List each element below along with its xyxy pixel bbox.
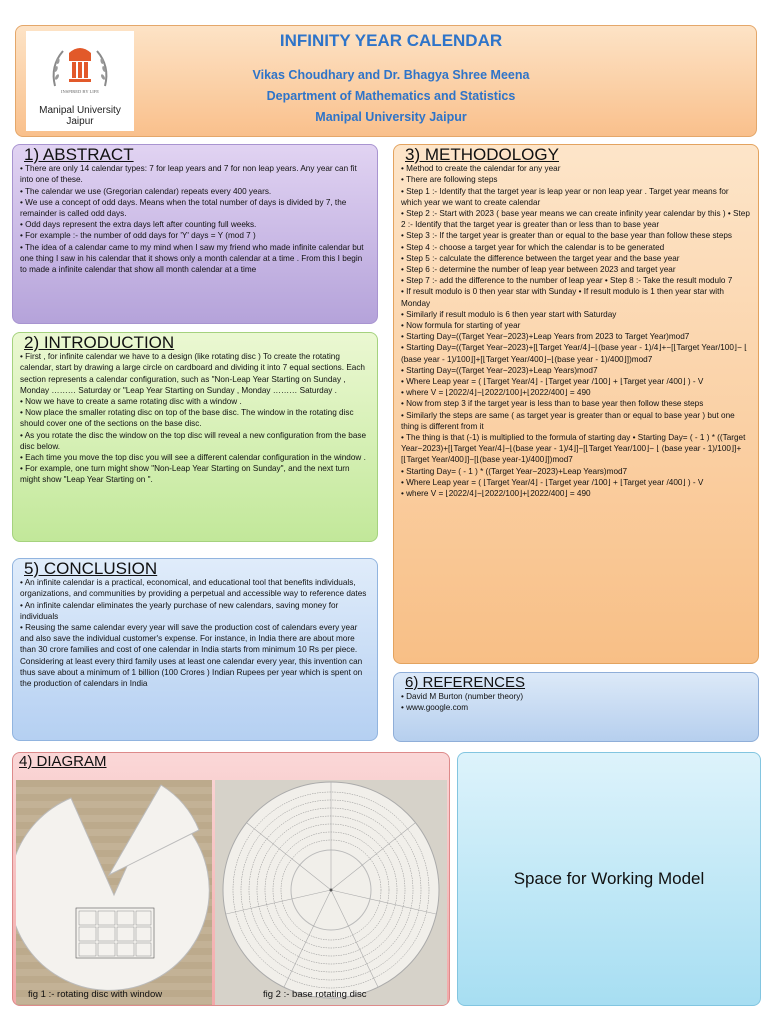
diagram-heading: 4) DIAGRAM — [19, 753, 107, 770]
methodology-line: • where V = ⌊2022/4⌋−⌊2022/100⌋+⌊2022/400⌋ = 490 — [401, 388, 591, 398]
methodology-line: • The thing is that (-1) is multiplied to the formula of starting day • Starting Day= ( - 1 ) * ((Target Year−2023)+[⌊Target Year/4⌋−⌊(base year - 1)/4⌋]−[⌊Target Year/100⌋− ⌊ (base year - 1)/100⌋]+[⌊Target Year/400⌋]−[⌊(base year-1)/400⌋])mod7 — [401, 433, 746, 465]
references-heading: 6) REFERENCES — [405, 674, 526, 691]
conclusion-panel — [12, 558, 378, 741]
base-disc-photo-icon — [215, 780, 447, 1005]
abstract-line: • The idea of a calendar came to my mind when I saw my friend who made infinite calendar but one thing I saw in his calendar that it shows only a month calendar at a time . From this I begin to made a infinite calendar that show all month calendar at a time — [20, 242, 364, 275]
references-panel — [393, 672, 759, 742]
conclusion-line: • An infinite calendar is a practical, economical, and educational tool that benefits individuals, organizations, and communities by providing a perpetual and accessible way to reference dates — [20, 578, 367, 599]
methodology-line: • Starting Day=((Target Year−2023)+[⌊Target Year/4⌋−⌊(base year - 1)/4⌋+−[⌊Target Year/100⌋− ⌊ (base year - 1)/100⌋]+[⌊Target Year/400⌋−⌊(base year - 1)/400⌋])mod7 — [401, 343, 748, 364]
abstract-panel — [12, 144, 378, 324]
methodology-line: • Similarly the steps are same ( as target year is greater than or equal to base year ) but one thing is different from it — [401, 410, 735, 431]
authors: Vikas Choudhary and Dr. Bhagya Shree Meena — [252, 68, 530, 82]
introduction-panel — [12, 332, 378, 542]
abstract-heading: 1) ABSTRACT — [24, 145, 134, 164]
methodology-heading: 3) METHODOLOGY — [405, 145, 559, 164]
rotating-disc-photo-icon — [16, 780, 212, 1005]
methodology-line: • Step 2 :- Start with 2023 ( base year means we can create infinity year calendar by this ) • Step 2 :- Identify that the target year is greater than or less than to base year — [401, 209, 750, 230]
methodology-line: • There are following steps — [401, 175, 498, 185]
methodology-line: • Method to create the calendar for any year — [401, 164, 561, 174]
reference-item: • David M Burton (number theory) — [401, 692, 524, 702]
introduction-line: • First , for infinite calendar we have to a design (like rotating disc ) To create the rotating calendar, start by drawing a large circle on cardboard and dividing it into 7 equal sections. Each section represents a calendar configuration, such as "Non-Leap Year Starting on Sunday , Monday ……… Saturday or "Leap Year Starting on Sunday , Monday ……… Saturday . — [20, 352, 365, 395]
methodology-line: • Where Leap year = ( ⌊Target Year/4⌋ - ⌊Target year /100⌋ + ⌊Target year /400⌋ ) - V — [401, 477, 704, 487]
introduction-line: • Now place the smaller rotating disc on top of the base disc. The window in the rotating disc should cover one of the sections on the base disc. — [20, 408, 354, 429]
abstract-line: • There are only 14 calendar types: 7 for leap years and 7 for non leap years. Any year can fit into one of these. — [20, 164, 357, 185]
methodology-line: • Similarly if result modulo is 6 then year start with Saturday — [401, 309, 617, 319]
diagram-panel — [12, 752, 450, 1006]
abstract-line: • The calendar we use (Gregorian calendar) repeats every 400 years. — [20, 186, 272, 196]
methodology-line: • Now formula for starting of year — [401, 321, 521, 331]
methodology-line: • Step 1 :- Identify that the target year is leap year or non leap year . Target year means for which year we want to create calendar — [401, 186, 729, 207]
department: Department of Mathematics and Statistics — [266, 89, 516, 103]
university-name: Manipal University Jaipur — [315, 110, 467, 124]
abstract-line: • Odd days represent the extra days left after counting full weeks. — [20, 220, 257, 230]
poster-title: INFINITY YEAR CALENDAR — [279, 31, 503, 50]
methodology-line: • Now from step 3 if the target year is less than to base year then follow these steps — [401, 399, 704, 409]
fig1-caption: fig 1 :- rotating disc with window — [28, 989, 163, 1000]
fig1-rotating-disc — [16, 780, 212, 1005]
logo-name-line2: Jaipur — [66, 116, 94, 127]
poster-header — [15, 25, 757, 137]
svg-text:INSPIRED BY LIFE: INSPIRED BY LIFE — [60, 89, 100, 94]
conclusion-heading: 5) CONCLUSION — [24, 559, 158, 578]
introduction-line: • Now we have to create a same rotating disc with a window . — [20, 397, 242, 407]
methodology-line: • where V = ⌊2022/4⌋−⌊2022/100⌋+⌊2022/400⌋ = 490 — [401, 489, 591, 499]
methodology-line: • Step 6 :- determine the number of leap year between 2023 and target year — [401, 265, 676, 275]
methodology-line: • Step 4 :- choose a target year for which the calendar is to be generated — [401, 242, 665, 252]
reference-item: • www.google.com — [401, 703, 469, 713]
methodology-line: • Starting Day=((Target Year−2023)+Leap Years)mod7 — [401, 365, 598, 375]
methodology-panel — [393, 144, 759, 664]
abstract-line: • We use a concept of odd days. Means when the total number of days is divided by 7, the remainder is called odd days. — [20, 197, 347, 219]
university-logo — [26, 31, 134, 131]
manipal-university-crest-icon — [45, 41, 115, 101]
introduction-line: • As you rotate the disc the window on the top disc will reveal a new configuration from the base disc below. — [20, 430, 367, 451]
methodology-line: • Step 7 :- add the difference to the number of leap year • Step 8 :- Take the result modulo 7 — [401, 276, 733, 286]
methodology-line: • Starting Day= ( - 1 ) * ((Target Year−2023)+Leap Years)mod7 — [401, 466, 628, 476]
working-model-panel — [457, 752, 761, 1006]
methodology-line: • Step 3 :- If the target year is greater than or equal to the base year than follow these steps — [401, 231, 733, 241]
methodology-line: • Where Leap year = ( ⌊Target Year/4⌋ - ⌊Target year /100⌋ + ⌊Target year /400⌋ ) - V — [401, 377, 704, 387]
fig2-caption: fig 2 :- base rotating disc — [263, 989, 367, 1000]
fig2-base-disc — [215, 780, 447, 1005]
introduction-line: • Each time you move the top disc you will see a different calendar configuration in the window . — [20, 453, 366, 463]
conclusion-line: • An infinite calendar eliminates the yearly purchase of new calendars, saving money for individuals — [20, 600, 339, 621]
methodology-line: • Step 5 :- calculate the difference between the target year and the base year — [401, 253, 680, 263]
working-model-label: Space for Working Model — [513, 869, 705, 888]
abstract-line: • For example :- the number of odd days for 'Y' days = Y (mod 7 ) — [20, 231, 256, 241]
methodology-line: • If result modulo is 0 then year star with Sunday • If result modulo is 1 then year star with Monday — [401, 287, 724, 308]
logo-name-line1: Manipal University — [39, 105, 121, 116]
methodology-line: • Starting Day=((Target Year−2023)+Leap Years from 2023 to Target Year)mod7 — [401, 332, 690, 342]
introduction-line: • For example, one turn might show "Non-Leap Year Starting on Sunday", and the next turn might show "Leap Year Starting on ". — [20, 464, 350, 485]
introduction-heading: 2) INTRODUCTION — [24, 333, 175, 352]
conclusion-line: • Reusing the same calendar every year will save the production cost of calendars every year and also save the individual customer's expense. For instance, in India there are about more than 30 crore families and cost of one calendar in India starts from minimum 10 Rs per piece. Considering at least every third family uses at least one calendar every year, this invention can thus save about a minimum of 1 billion (100 Crores ) Indian Rupees per year which is spent on the production of calendars in India — [20, 623, 363, 689]
